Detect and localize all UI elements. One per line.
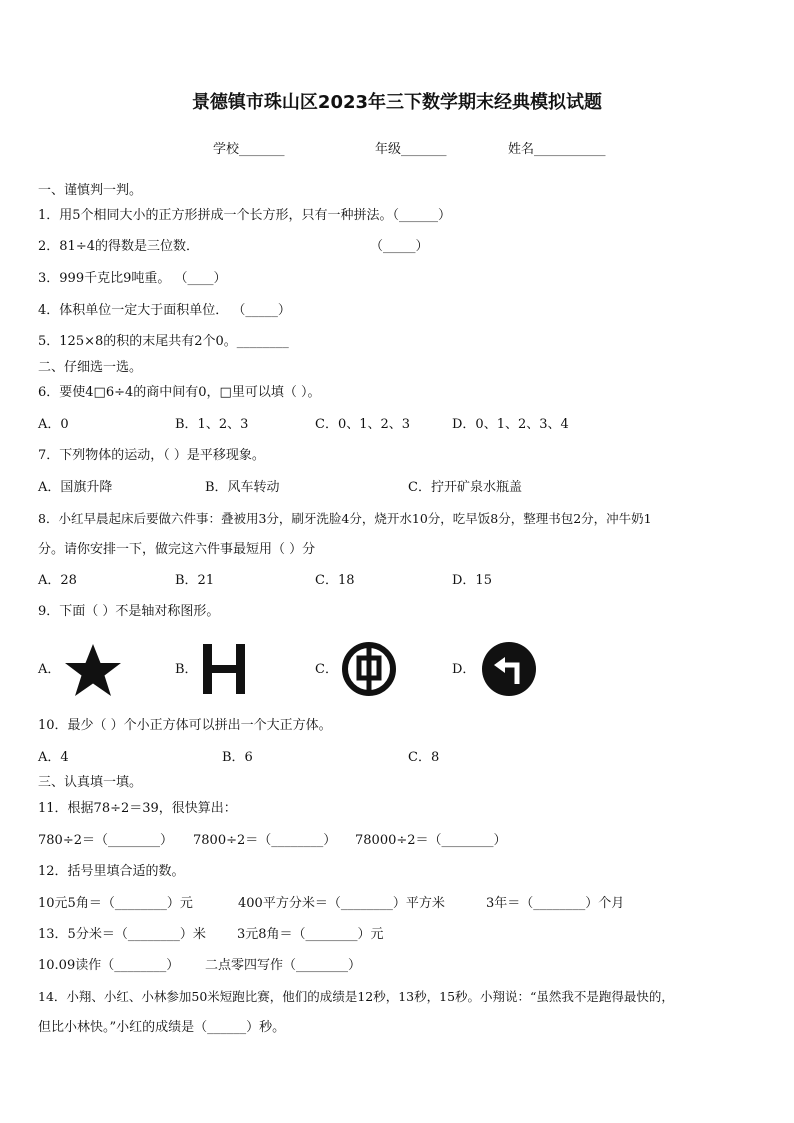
question-11: 11．根据78÷2＝39，很快算出：: [38, 801, 237, 816]
section-2-heading: 二、仔细选一选。: [38, 360, 143, 375]
question-13-item-4: 二点零四写作（________）: [205, 958, 362, 973]
question-10: 10．最少（ ）个小正方体可以拼出一个大正方体。: [38, 718, 332, 733]
question-8-line-1: 8．小红早晨起床后要做六件事：叠被用3分，刷牙洗脸4分，烧开水10分，吃早饭8分，整理书包2分，冲牛奶1: [38, 511, 652, 526]
q10-option-a: A．4: [38, 750, 69, 765]
question-9: 9．下面（ ）不是轴对称图形。: [38, 604, 220, 619]
question-13-item-3: 10.09读作（________）: [38, 958, 180, 973]
bank-logo-icon: [341, 641, 397, 697]
turn-left-sign-icon: [480, 640, 538, 698]
q10-option-b: B．6: [222, 750, 253, 765]
q12-item-3: 3年＝（________）个月: [486, 896, 625, 911]
question-1: 1．用5个相同大小的正方形拼成一个长方形，只有一种拼法。（______）: [38, 208, 452, 223]
q7-option-c: C．拧开矿泉水瓶盖: [408, 480, 522, 495]
question-7: 7．下列物体的运动，（ ）是平移现象。: [38, 448, 265, 463]
q10-option-c: C．8: [408, 750, 440, 765]
section-1-heading: 一、谨慎判一判。: [38, 183, 143, 198]
q11-item-2: 7800÷2＝（________）: [193, 833, 337, 848]
q9-label-b: B．: [175, 662, 198, 677]
question-8-line-2: 分。请你安排一下，做完这六件事最短用（ ）分: [38, 542, 316, 557]
q8-option-c: C．18: [315, 573, 355, 588]
letter-h-icon: [201, 642, 247, 696]
question-2-blank: （_____）: [370, 239, 429, 254]
q6-option-d: D．0、1、2、3、4: [452, 417, 569, 432]
q7-option-a: A．国旗升降: [38, 480, 113, 495]
grade-field: 年级_______: [375, 142, 447, 157]
question-13-item-2: 3元8角＝（________）元: [237, 927, 384, 942]
question-14-line-2: 但比小林快。”小红的成绩是（______）秒。: [38, 1020, 286, 1035]
star-icon: [62, 642, 124, 698]
question-4: 4．体积单位一定大于面积单位． （_____）: [38, 303, 291, 318]
q11-item-3: 78000÷2＝（________）: [355, 833, 507, 848]
q8-option-d: D．15: [452, 573, 492, 588]
school-field: 学校_______: [213, 142, 285, 157]
page-title: 景德镇市珠山区2023年三下数学期末经典模拟试题: [191, 92, 603, 113]
q9-label-a: A．: [38, 662, 61, 677]
question-3: 3．999千克比9吨重。 （____）: [38, 271, 227, 286]
question-2: 2．81÷4的得数是三位数．: [38, 239, 199, 254]
q6-option-c: C．0、1、2、3: [315, 417, 411, 432]
q7-option-b: B．风车转动: [205, 480, 280, 495]
q6-option-b: B．1、2、3: [175, 417, 249, 432]
q9-label-d: D．: [452, 662, 476, 677]
q9-label-c: C．: [315, 662, 338, 677]
q11-item-1: 780÷2＝（________）: [38, 833, 173, 848]
question-5: 5．125×8的积的末尾共有2个0。________: [38, 334, 289, 349]
q8-option-a: A．28: [38, 573, 77, 588]
q12-item-1: 10元5角＝（________）元: [38, 896, 193, 911]
question-6: 6．要使4□6÷4的商中间有0，□里可以填（ ）。: [38, 385, 321, 400]
q6-option-a: A．0: [38, 417, 69, 432]
q8-option-b: B．21: [175, 573, 215, 588]
question-14-line-1: 14．小翔、小红、小林参加50米短跑比赛，他们的成绩是12秒，13秒，15秒。小翔说：“虽然我不是跑得最快的，: [38, 989, 674, 1004]
section-3-heading: 三、认真填一填。: [38, 775, 143, 790]
name-field: 姓名___________: [508, 142, 606, 157]
q12-item-2: 400平方分米＝（________）平方米: [238, 896, 445, 911]
question-12: 12．括号里填合适的数。: [38, 864, 185, 879]
question-13-item-1: 13．5分米＝（________）米: [38, 927, 206, 942]
